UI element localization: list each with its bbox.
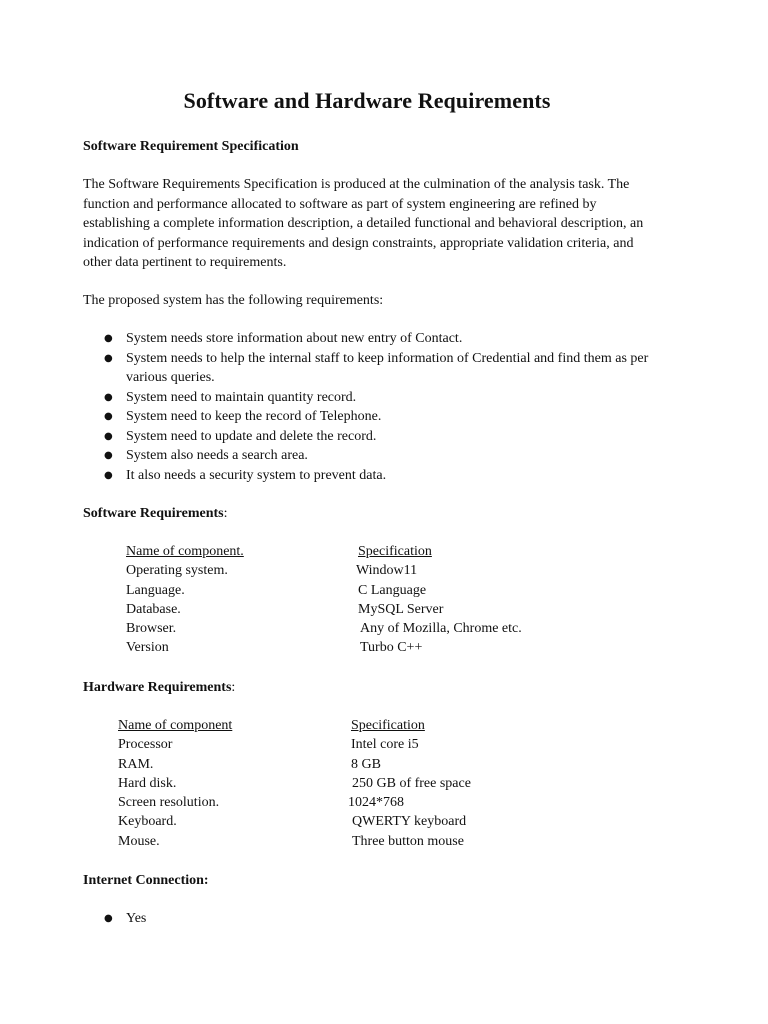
internet-heading-text: Internet Connection:: [83, 873, 209, 888]
component-spec: 250 GB of free space: [352, 775, 471, 791]
hardware-table: [0, 716, 768, 851]
component-name: Processor: [118, 737, 173, 753]
list-item: ● System needs to help the internal staff to keep information of Credential and find them as per various queries.: [83, 349, 658, 388]
component-name: Operating system.: [126, 563, 228, 579]
table-header: [0, 542, 768, 561]
component-name: Screen resolution.: [118, 795, 220, 811]
table-row: [0, 561, 768, 580]
hardware-heading-colon: :: [231, 680, 236, 695]
component-name: Version: [126, 640, 169, 656]
component-name: Language.: [126, 582, 185, 598]
component-spec: Intel core i5: [351, 737, 419, 753]
list-item: ● System also needs a search area.: [83, 446, 658, 466]
component-name: Database.: [126, 601, 181, 617]
table-row: [0, 638, 768, 657]
list-item: ● It also needs a security system to prevent data.: [83, 466, 658, 486]
software-col-spec: Specification: [358, 544, 432, 559]
table-row: [0, 600, 768, 619]
list-item: ● System needs store information about new entry of Contact.: [83, 329, 658, 349]
internet-list: [83, 909, 146, 929]
table-row: [0, 735, 768, 754]
list-item: ● Yes: [83, 909, 146, 929]
list-item: ● System need to keep the record of Telephone.: [83, 407, 658, 427]
component-spec: 8 GB: [351, 756, 381, 772]
hardware-col-component: Name of component: [118, 718, 233, 733]
software-col-component: Name of component.: [126, 544, 244, 559]
component-name: Mouse.: [118, 833, 160, 849]
hardware-heading-text: Hardware Requirements: [83, 680, 232, 695]
table-row: [0, 774, 768, 793]
component-name: RAM.: [118, 756, 154, 772]
component-spec: C Language: [358, 582, 427, 598]
component-spec: Any of Mozilla, Chrome etc.: [360, 621, 522, 637]
table-header: [0, 716, 768, 735]
component-spec: QWERTY keyboard: [352, 814, 467, 830]
requirements-list: [83, 329, 658, 485]
table-row: [0, 619, 768, 638]
srs-heading: [83, 137, 299, 157]
component-spec: MySQL Server: [358, 601, 444, 617]
table-row: [0, 832, 768, 851]
table-row: [0, 812, 768, 831]
table-row: [0, 755, 768, 774]
list-item: ● System need to maintain quantity record.: [83, 388, 658, 408]
software-heading-colon: :: [223, 506, 228, 521]
table-row: [0, 581, 768, 600]
internet-heading: [83, 871, 209, 891]
list-item: ● System need to update and delete the record.: [83, 427, 658, 447]
component-name: Keyboard.: [118, 814, 177, 830]
table-row: [0, 793, 768, 812]
hardware-heading: [83, 678, 235, 698]
software-heading-text: Software Requirements: [83, 506, 224, 521]
component-name: Hard disk.: [118, 775, 177, 791]
component-name: Browser.: [126, 621, 177, 637]
component-spec: Window11: [356, 563, 418, 579]
srs-paragraph: The Software Requirements Specification is produced at the culmination of the analysis task. The function and performance allocated to software as part of system engineering are refined by establishing a complete information description, a detailed functional and behavioral description, an indication of performance requirements and design constraints, appropriate validation criteria, and other data pertinent to requirements.: [83, 177, 644, 270]
requirements-intro: The proposed system has the following requirements:: [83, 293, 384, 308]
page-title: Software and Hardware Requirements: [183, 88, 551, 113]
srs-heading-text: Software Requirement Specification: [83, 139, 299, 154]
software-table: [0, 542, 768, 658]
hardware-col-spec: Specification: [351, 718, 425, 733]
component-spec: Three button mouse: [352, 833, 464, 849]
component-spec: 1024*768: [348, 795, 404, 811]
component-spec: Turbo C++: [360, 640, 423, 656]
software-heading: [83, 504, 228, 524]
